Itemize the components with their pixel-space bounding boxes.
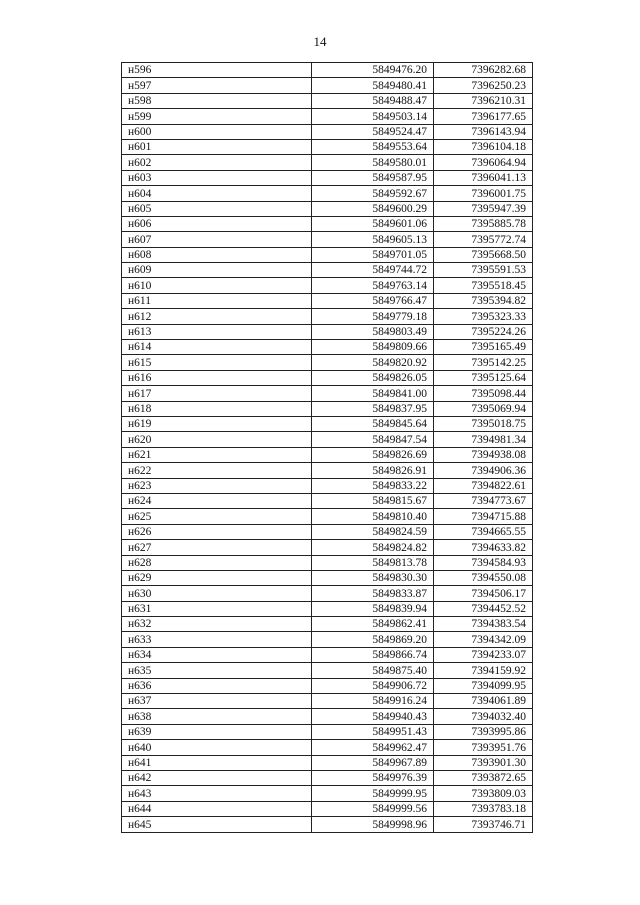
y-coordinate-cell: 7394506.17 xyxy=(434,586,533,601)
point-id-cell: н644 xyxy=(122,801,312,816)
point-id-cell: н626 xyxy=(122,524,312,539)
point-id-cell: н618 xyxy=(122,401,312,416)
x-coordinate-cell: 5849524.47 xyxy=(312,124,434,139)
table-row xyxy=(122,432,533,447)
table-row xyxy=(122,247,533,262)
y-coordinate-cell: 7396177.65 xyxy=(434,109,533,124)
table-row xyxy=(122,786,533,801)
point-id-cell: н604 xyxy=(122,186,312,201)
table-row xyxy=(122,309,533,324)
y-coordinate-cell: 7396041.13 xyxy=(434,170,533,185)
x-coordinate-cell: 5849815.67 xyxy=(312,493,434,508)
y-coordinate-cell: 7393746.71 xyxy=(434,817,533,832)
point-id-cell: н632 xyxy=(122,617,312,632)
table-row xyxy=(122,632,533,647)
table-row xyxy=(122,755,533,770)
x-coordinate-cell: 5849809.66 xyxy=(312,340,434,355)
y-coordinate-cell: 7394981.34 xyxy=(434,432,533,447)
x-coordinate-cell: 5849833.22 xyxy=(312,478,434,493)
x-coordinate-cell: 5849813.78 xyxy=(312,555,434,570)
table-row xyxy=(122,463,533,478)
x-coordinate-cell: 5849580.01 xyxy=(312,155,434,170)
point-id-cell: н596 xyxy=(122,63,312,78)
y-coordinate-cell: 7395069.94 xyxy=(434,401,533,416)
point-id-cell: н628 xyxy=(122,555,312,570)
y-coordinate-cell: 7394665.55 xyxy=(434,524,533,539)
y-coordinate-cell: 7395772.74 xyxy=(434,232,533,247)
table-row xyxy=(122,109,533,124)
point-id-cell: н630 xyxy=(122,586,312,601)
y-coordinate-cell: 7393951.76 xyxy=(434,740,533,755)
x-coordinate-cell: 5849875.40 xyxy=(312,663,434,678)
x-coordinate-cell: 5849826.05 xyxy=(312,370,434,385)
point-id-cell: н599 xyxy=(122,109,312,124)
x-coordinate-cell: 5849830.30 xyxy=(312,570,434,585)
x-coordinate-cell: 5849833.87 xyxy=(312,586,434,601)
x-coordinate-cell: 5849999.56 xyxy=(312,801,434,816)
x-coordinate-cell: 5849916.24 xyxy=(312,694,434,709)
y-coordinate-cell: 7396001.75 xyxy=(434,186,533,201)
y-coordinate-cell: 7395591.53 xyxy=(434,263,533,278)
table-row xyxy=(122,801,533,816)
x-coordinate-cell: 5849587.95 xyxy=(312,170,434,185)
x-coordinate-cell: 5849951.43 xyxy=(312,724,434,739)
table-row xyxy=(122,617,533,632)
x-coordinate-cell: 5849766.47 xyxy=(312,293,434,308)
point-id-cell: н610 xyxy=(122,278,312,293)
table-row xyxy=(122,647,533,662)
coordinates-table xyxy=(121,62,533,833)
table-row xyxy=(122,139,533,154)
point-id-cell: н613 xyxy=(122,324,312,339)
point-id-cell: н638 xyxy=(122,709,312,724)
y-coordinate-cell: 7394584.93 xyxy=(434,555,533,570)
table-row xyxy=(122,601,533,616)
table-row xyxy=(122,416,533,431)
point-id-cell: н634 xyxy=(122,647,312,662)
point-id-cell: н622 xyxy=(122,463,312,478)
table-row xyxy=(122,340,533,355)
table-row xyxy=(122,694,533,709)
table-row xyxy=(122,570,533,585)
table-row xyxy=(122,817,533,832)
x-coordinate-cell: 5849845.64 xyxy=(312,416,434,431)
point-id-cell: н627 xyxy=(122,540,312,555)
table-row xyxy=(122,401,533,416)
y-coordinate-cell: 7395224.26 xyxy=(434,324,533,339)
table-row xyxy=(122,232,533,247)
x-coordinate-cell: 5849480.41 xyxy=(312,78,434,93)
table-row xyxy=(122,678,533,693)
x-coordinate-cell: 5849763.14 xyxy=(312,278,434,293)
point-id-cell: н617 xyxy=(122,386,312,401)
table-row xyxy=(122,170,533,185)
table-row xyxy=(122,293,533,308)
table-row xyxy=(122,540,533,555)
table-row xyxy=(122,478,533,493)
point-id-cell: н612 xyxy=(122,309,312,324)
y-coordinate-cell: 7394342.09 xyxy=(434,632,533,647)
point-id-cell: н607 xyxy=(122,232,312,247)
table-row xyxy=(122,740,533,755)
y-coordinate-cell: 7393809.03 xyxy=(434,786,533,801)
table-row xyxy=(122,447,533,462)
y-coordinate-cell: 7395668.50 xyxy=(434,247,533,262)
y-coordinate-cell: 7393901.30 xyxy=(434,755,533,770)
point-id-cell: н639 xyxy=(122,724,312,739)
table-row xyxy=(122,201,533,216)
y-coordinate-cell: 7394822.61 xyxy=(434,478,533,493)
table-row xyxy=(122,63,533,78)
y-coordinate-cell: 7394715.88 xyxy=(434,509,533,524)
table-row xyxy=(122,216,533,231)
x-coordinate-cell: 5849488.47 xyxy=(312,93,434,108)
y-coordinate-cell: 7394938.08 xyxy=(434,447,533,462)
point-id-cell: н619 xyxy=(122,416,312,431)
point-id-cell: н605 xyxy=(122,201,312,216)
x-coordinate-cell: 5849976.39 xyxy=(312,770,434,785)
table-row xyxy=(122,509,533,524)
x-coordinate-cell: 5849592.67 xyxy=(312,186,434,201)
point-id-cell: н641 xyxy=(122,755,312,770)
y-coordinate-cell: 7395125.64 xyxy=(434,370,533,385)
point-id-cell: н608 xyxy=(122,247,312,262)
x-coordinate-cell: 5849998.96 xyxy=(312,817,434,832)
y-coordinate-cell: 7394159.92 xyxy=(434,663,533,678)
x-coordinate-cell: 5849837.95 xyxy=(312,401,434,416)
point-id-cell: н616 xyxy=(122,370,312,385)
point-id-cell: н642 xyxy=(122,770,312,785)
point-id-cell: н620 xyxy=(122,432,312,447)
x-coordinate-cell: 5849701.05 xyxy=(312,247,434,262)
x-coordinate-cell: 5849847.54 xyxy=(312,432,434,447)
x-coordinate-cell: 5849862.41 xyxy=(312,617,434,632)
y-coordinate-cell: 7396250.23 xyxy=(434,78,533,93)
point-id-cell: н637 xyxy=(122,694,312,709)
point-id-cell: н629 xyxy=(122,570,312,585)
point-id-cell: н606 xyxy=(122,216,312,231)
y-coordinate-cell: 7395142.25 xyxy=(434,355,533,370)
x-coordinate-cell: 5849967.89 xyxy=(312,755,434,770)
y-coordinate-cell: 7394383.54 xyxy=(434,617,533,632)
point-id-cell: н625 xyxy=(122,509,312,524)
y-coordinate-cell: 7396064.94 xyxy=(434,155,533,170)
table-row xyxy=(122,155,533,170)
x-coordinate-cell: 5849810.40 xyxy=(312,509,434,524)
x-coordinate-cell: 5849962.47 xyxy=(312,740,434,755)
table-row xyxy=(122,493,533,508)
point-id-cell: н603 xyxy=(122,170,312,185)
point-id-cell: н621 xyxy=(122,447,312,462)
x-coordinate-cell: 5849906.72 xyxy=(312,678,434,693)
point-id-cell: н601 xyxy=(122,139,312,154)
y-coordinate-cell: 7394061.89 xyxy=(434,694,533,709)
table-row xyxy=(122,709,533,724)
point-id-cell: н598 xyxy=(122,93,312,108)
x-coordinate-cell: 5849803.49 xyxy=(312,324,434,339)
table-row xyxy=(122,263,533,278)
y-coordinate-cell: 7394233.07 xyxy=(434,647,533,662)
table-row xyxy=(122,278,533,293)
table-row xyxy=(122,724,533,739)
x-coordinate-cell: 5849824.82 xyxy=(312,540,434,555)
y-coordinate-cell: 7395098.44 xyxy=(434,386,533,401)
y-coordinate-cell: 7396210.31 xyxy=(434,93,533,108)
x-coordinate-cell: 5849841.00 xyxy=(312,386,434,401)
x-coordinate-cell: 5849940.43 xyxy=(312,709,434,724)
table-row xyxy=(122,78,533,93)
point-id-cell: н600 xyxy=(122,124,312,139)
point-id-cell: н631 xyxy=(122,601,312,616)
point-id-cell: н609 xyxy=(122,263,312,278)
point-id-cell: н611 xyxy=(122,293,312,308)
x-coordinate-cell: 5849605.13 xyxy=(312,232,434,247)
y-coordinate-cell: 7394032.40 xyxy=(434,709,533,724)
x-coordinate-cell: 5849826.91 xyxy=(312,463,434,478)
table-row xyxy=(122,524,533,539)
x-coordinate-cell: 5849553.64 xyxy=(312,139,434,154)
point-id-cell: н645 xyxy=(122,817,312,832)
y-coordinate-cell: 7395947.39 xyxy=(434,201,533,216)
table-row xyxy=(122,186,533,201)
y-coordinate-cell: 7394906.36 xyxy=(434,463,533,478)
y-coordinate-cell: 7395165.49 xyxy=(434,340,533,355)
table-row xyxy=(122,770,533,785)
x-coordinate-cell: 5849869.20 xyxy=(312,632,434,647)
x-coordinate-cell: 5849999.95 xyxy=(312,786,434,801)
table-row xyxy=(122,124,533,139)
point-id-cell: н633 xyxy=(122,632,312,647)
coordinates-table-body xyxy=(122,63,533,833)
point-id-cell: н615 xyxy=(122,355,312,370)
point-id-cell: н636 xyxy=(122,678,312,693)
x-coordinate-cell: 5849600.29 xyxy=(312,201,434,216)
table-row xyxy=(122,93,533,108)
y-coordinate-cell: 7396143.94 xyxy=(434,124,533,139)
x-coordinate-cell: 5849779.18 xyxy=(312,309,434,324)
table-row xyxy=(122,586,533,601)
point-id-cell: н635 xyxy=(122,663,312,678)
y-coordinate-cell: 7395018.75 xyxy=(434,416,533,431)
table-row xyxy=(122,370,533,385)
y-coordinate-cell: 7396104.18 xyxy=(434,139,533,154)
x-coordinate-cell: 5849826.69 xyxy=(312,447,434,462)
y-coordinate-cell: 7393872.65 xyxy=(434,770,533,785)
y-coordinate-cell: 7394452.52 xyxy=(434,601,533,616)
table-row xyxy=(122,555,533,570)
x-coordinate-cell: 5849839.94 xyxy=(312,601,434,616)
x-coordinate-cell: 5849503.14 xyxy=(312,109,434,124)
x-coordinate-cell: 5849601.06 xyxy=(312,216,434,231)
y-coordinate-cell: 7394773.67 xyxy=(434,493,533,508)
y-coordinate-cell: 7395518.45 xyxy=(434,278,533,293)
y-coordinate-cell: 7393995.86 xyxy=(434,724,533,739)
point-id-cell: н623 xyxy=(122,478,312,493)
x-coordinate-cell: 5849476.20 xyxy=(312,63,434,78)
y-coordinate-cell: 7394633.82 xyxy=(434,540,533,555)
x-coordinate-cell: 5849866.74 xyxy=(312,647,434,662)
point-id-cell: н614 xyxy=(122,340,312,355)
point-id-cell: н602 xyxy=(122,155,312,170)
point-id-cell: н643 xyxy=(122,786,312,801)
table-row xyxy=(122,663,533,678)
y-coordinate-cell: 7396282.68 xyxy=(434,63,533,78)
point-id-cell: н624 xyxy=(122,493,312,508)
x-coordinate-cell: 5849820.92 xyxy=(312,355,434,370)
point-id-cell: н597 xyxy=(122,78,312,93)
point-id-cell: н640 xyxy=(122,740,312,755)
y-coordinate-cell: 7394099.95 xyxy=(434,678,533,693)
x-coordinate-cell: 5849824.59 xyxy=(312,524,434,539)
y-coordinate-cell: 7394550.08 xyxy=(434,570,533,585)
page-number: 14 xyxy=(313,34,327,49)
y-coordinate-cell: 7395394.82 xyxy=(434,293,533,308)
y-coordinate-cell: 7395885.78 xyxy=(434,216,533,231)
y-coordinate-cell: 7393783.18 xyxy=(434,801,533,816)
x-coordinate-cell: 5849744.72 xyxy=(312,263,434,278)
table-row xyxy=(122,386,533,401)
table-row xyxy=(122,355,533,370)
y-coordinate-cell: 7395323.33 xyxy=(434,309,533,324)
table-row xyxy=(122,324,533,339)
